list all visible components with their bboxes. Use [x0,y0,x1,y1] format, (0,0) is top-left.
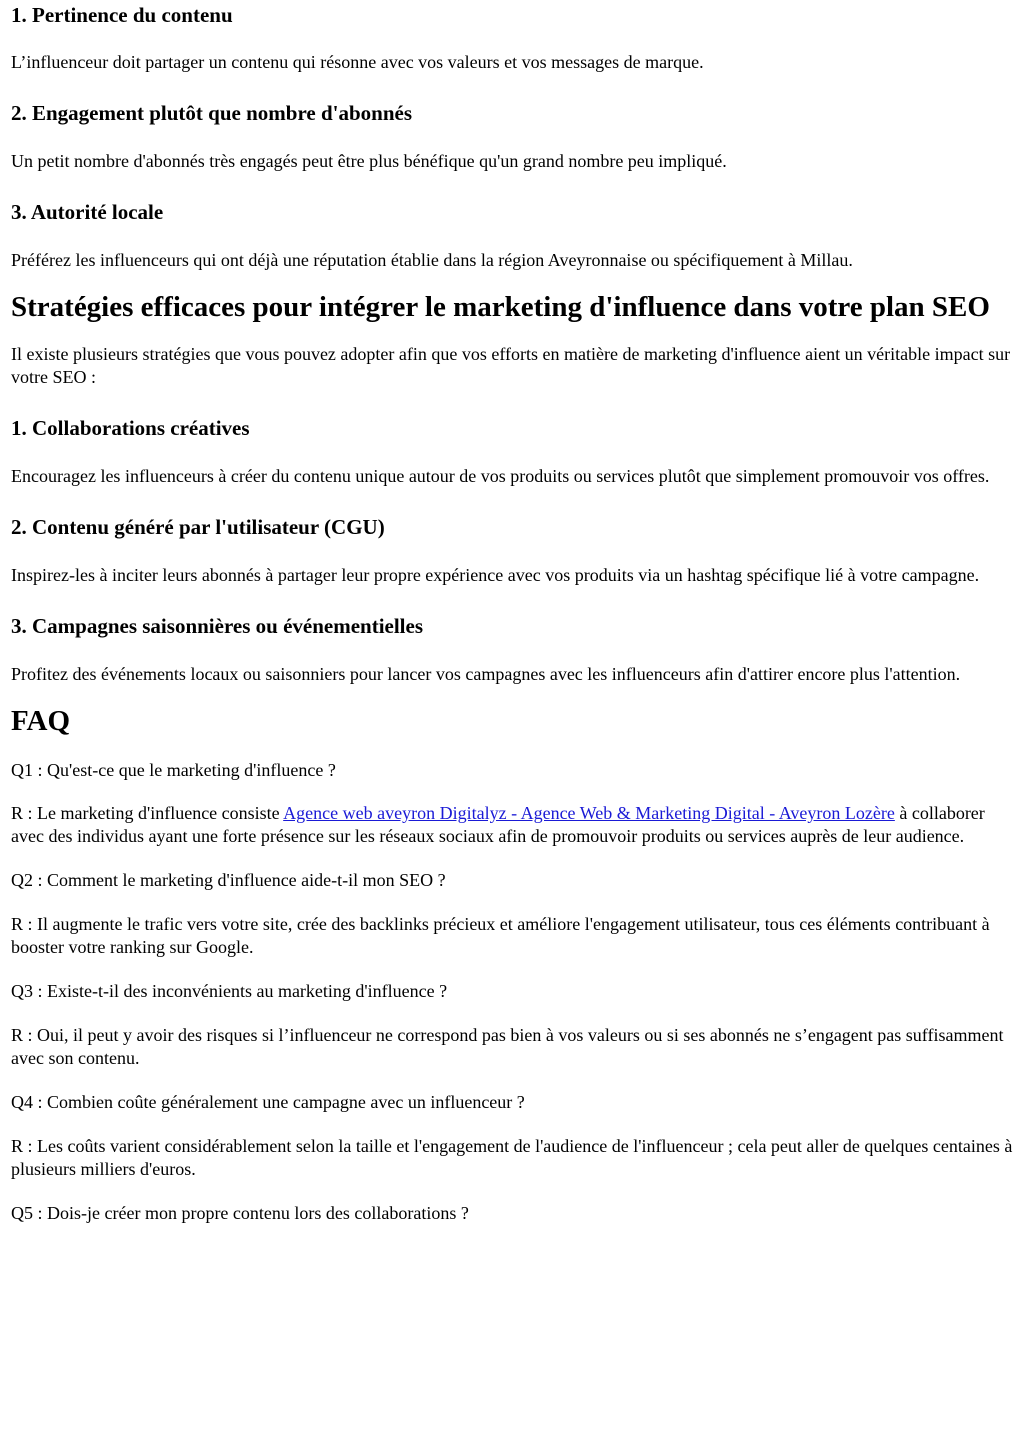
paragraph: Inspirez-les à inciter leurs abonnés à partager leur propre expérience avec vos produits via un hashtag spécifique lié à votre campagne. [11,565,980,585]
section-heading: 1. Pertinence du contenu [11,3,233,27]
strategies-title: Stratégies efficaces pour intégrer le marketing d'influence dans votre plan SEO [11,291,990,323]
strategy-heading: 1. Collaborations créatives [11,416,250,440]
agency-link[interactable]: Agence web aveyron Digitalyz - Agence Web & Marketing Digital - Aveyron Lozère [283,803,895,823]
faq-question: Q1 : Qu'est-ce que le marketing d'influence ? [11,760,336,780]
paragraph: Profitez des événements locaux ou saisonniers pour lancer vos campagnes avec les influenceurs afin d'attirer encore plus l'attention. [11,664,961,684]
faq-answer: R : Les coûts varient considérablement selon la taille et l'engagement de l'audience de l'influenceur ; cela peut aller de quelques centaines à plusieurs milliers d'euros. [11,1136,1013,1179]
paragraph: Préférez les influenceurs qui ont déjà une réputation établie dans la région Aveyronnaise ou spécifiquement à Millau. [11,250,853,270]
faq-answer-text: à collaborer avec des individus ayant une forte présence sur les réseaux sociaux afin de promouvoir produits ou services auprès de leur audience. [11,803,985,846]
paragraph: L’influenceur doit partager un contenu qui résonne avec vos valeurs et vos messages de marque. [11,52,704,72]
strategy-heading: 2. Contenu généré par l'utilisateur (CGU) [11,515,385,539]
paragraph: Un petit nombre d'abonnés très engagés peut être plus bénéfique qu'un grand nombre peu impliqué. [11,151,727,171]
strategy-heading: 3. Campagnes saisonnières ou événementielles [11,614,424,638]
faq-answer [11,802,1014,848]
section-heading: 3. Autorité locale [11,200,164,224]
faq-question: Q5 : Dois-je créer mon propre contenu lors des collaborations ? [11,1203,469,1223]
strategies-intro: Il existe plusieurs stratégies que vous pouvez adopter afin que vos efforts en matière de marketing d'influence aient un véritable impact sur votre SEO : [11,344,1011,387]
section-heading: 2. Engagement plutôt que nombre d'abonnés [11,101,413,125]
faq-answer: R : Oui, il peut y avoir des risques si l’influenceur ne correspond pas bien à vos valeurs ou si ses abonnés ne s’engagent pas suffisamment avec son contenu. [11,1025,1004,1068]
faq-answer-text: R : Le marketing d'influence consiste [11,803,284,823]
faq-question: Q2 : Comment le marketing d'influence aide-t-il mon SEO ? [11,870,446,890]
faq-question: Q3 : Existe-t-il des inconvénients au marketing d'influence ? [11,981,448,1001]
faq-title: FAQ [11,705,71,737]
paragraph: Encouragez les influenceurs à créer du contenu unique autour de vos produits ou services plutôt que simplement promouvoir vos offres. [11,466,990,486]
faq-answer: R : Il augmente le trafic vers votre site, crée des backlinks précieux et améliore l'engagement utilisateur, tous ces éléments contribuant à booster votre ranking sur Google. [11,914,990,957]
faq-question: Q4 : Combien coûte généralement une campagne avec un influenceur ? [11,1092,525,1112]
